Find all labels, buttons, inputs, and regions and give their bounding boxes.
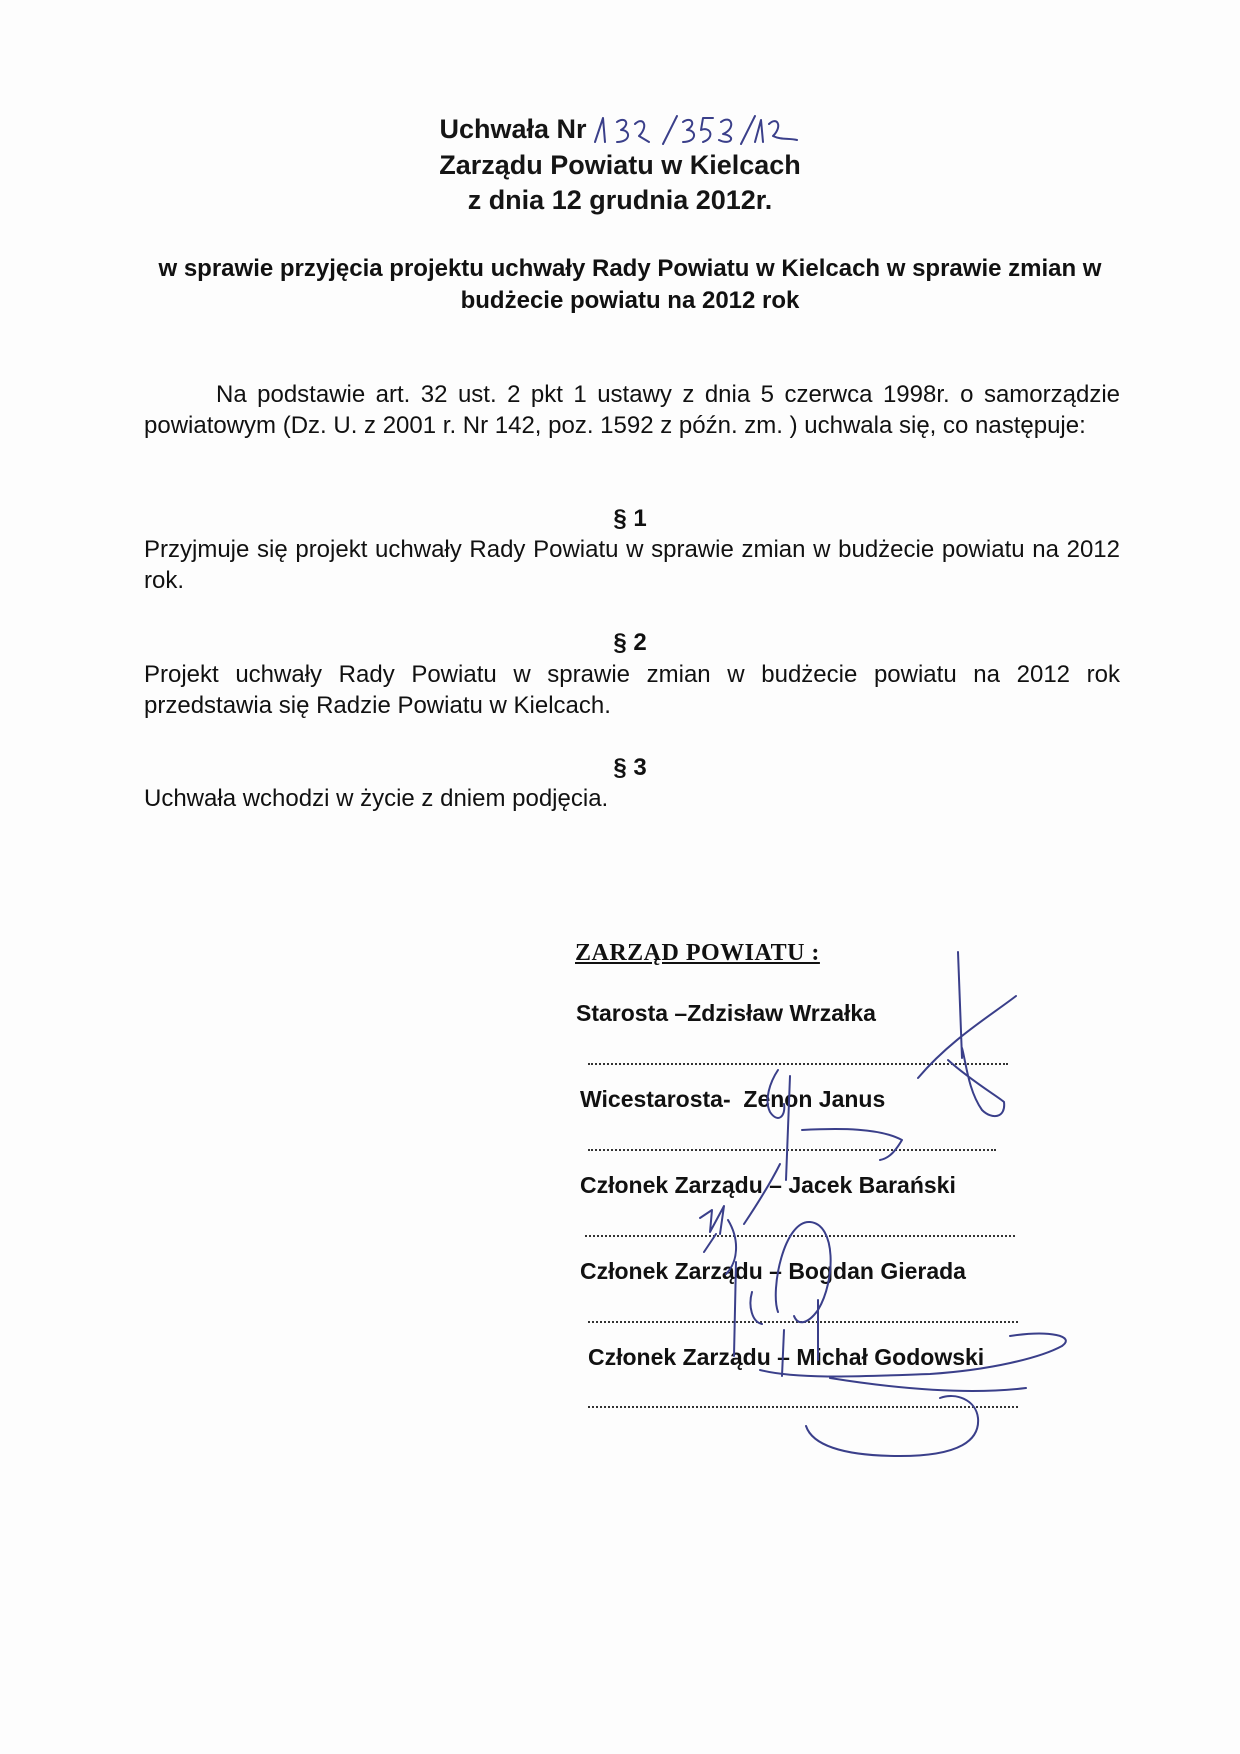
board-member-gierada: Członek Zarządu – Bogdan Gierada	[580, 1258, 966, 1284]
resolution-issuer: Zarządu Powiatu w Kielcach	[439, 150, 801, 180]
section-3-heading: § 3	[613, 754, 647, 781]
legal-basis-paragraph: Na podstawie art. 32 ust. 2 pkt 1 ustawy z dnia 5 czerwca 1998r. o samorządzie powiatowym (Dz. U. z 2001 r. Nr 142, poz. 1592 z późn. zm. ) uchwala się, co następuje:	[144, 381, 1120, 439]
section-2-text: Projekt uchwały Rady Powiatu w sprawie zmian w budżecie powiatu na 2012 rok przedstawia się Radzie Powiatu w Kielcach.	[144, 661, 1120, 719]
signature-line	[588, 1149, 996, 1151]
signature-line	[588, 1063, 1008, 1065]
resolution-title	[0, 112, 1240, 147]
signature-line	[588, 1321, 1018, 1323]
section-1-text: Przyjmuje się projekt uchwały Rady Powiatu w sprawie zmian w budżecie powiatu na 2012 rok.	[144, 536, 1120, 594]
resolution-title-prefix: Uchwała Nr	[439, 114, 587, 144]
handwritten-resolution-number	[591, 112, 801, 146]
resolution-date: z dnia 12 grudnia 2012r.	[467, 185, 773, 215]
board-member-baranski: Członek Zarządu – Jacek Barański	[580, 1172, 956, 1198]
signature-line	[588, 1406, 1018, 1408]
section-3-text: Uchwała wchodzi w życie z dniem podjęcia.	[144, 785, 609, 812]
board-member-wicestarosta: Wicestarosta- Zenon Janus	[580, 1086, 886, 1112]
signature-line	[585, 1235, 1015, 1237]
signature-starosta	[918, 952, 1016, 1116]
board-member-starosta: Starosta –Zdzisław Wrzałka	[576, 1000, 876, 1026]
resolution-subject: w sprawie przyjęcia projektu uchwały Rady Powiatu w Kielcach w sprawie zmian w budżecie powiatu na 2012 rok	[158, 255, 1102, 314]
board-heading: ZARZĄD POWIATU :	[575, 940, 820, 966]
section-1-heading: § 1	[613, 505, 647, 532]
board-member-godowski: Członek Zarządu – Michał Godowski	[588, 1344, 985, 1370]
section-2-heading: § 2	[613, 629, 647, 656]
